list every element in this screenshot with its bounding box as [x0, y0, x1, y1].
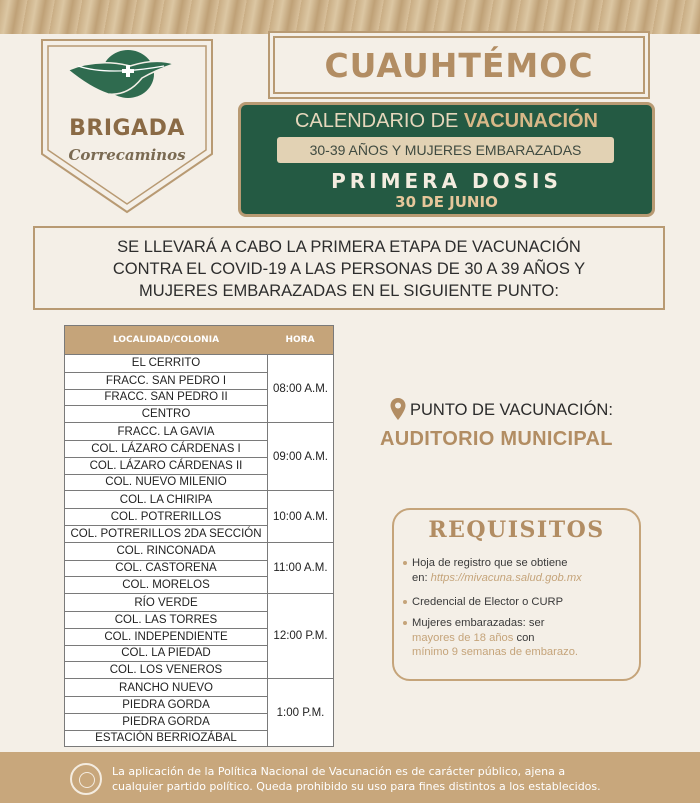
table-row: COL. LOS VENEROS [65, 661, 267, 678]
time-group [65, 490, 333, 541]
time-cell: 11:00 A.M. [267, 543, 333, 593]
time-cell: 12:00 P.M. [267, 594, 333, 678]
requirements-box [392, 508, 641, 681]
requirement-item-2 [412, 595, 632, 610]
table-row: COL. NUEVO MILENIO [65, 474, 267, 491]
brand-title: BRIGADA [69, 116, 185, 141]
calendar-title [241, 110, 652, 133]
intro-line-3: MUJERES EMBARAZADAS EN EL SIGUIENTE PUNTO: [139, 282, 559, 300]
time-cell: 09:00 A.M. [267, 423, 333, 490]
footer-disclaimer [112, 764, 672, 794]
header-location: LOCALIDAD/COLONIA [112, 335, 220, 345]
table-row: COL. LÁZARO CÁRDENAS II [65, 457, 267, 474]
header-time: HORA [285, 335, 315, 345]
municipality-banner [273, 36, 645, 94]
location-pin-icon [389, 397, 407, 421]
intro-box [33, 226, 665, 310]
intro-line-1: SE LLEVARÁ A CABO LA PRIMERA ETAPA DE VACUNACIÓN [117, 238, 581, 256]
intro-text [35, 236, 663, 302]
requirements-title: REQUISITOS [428, 517, 605, 543]
requirement-3-text: Mujeres embarazadas: ser [412, 617, 545, 629]
calendar-title-prefix: CALENDARIO DE [294, 110, 459, 132]
vaccination-point-label: PUNTO DE VACUNACIÓN: [410, 401, 613, 419]
table-row: COL. MORELOS [65, 576, 267, 593]
requirement-3-accent-weeks: mínimo 9 semanas de embarazo. [412, 646, 579, 658]
requirement-item-3 [412, 616, 632, 660]
footer-line-1: La aplicación de la Política Nacional de Vacunación es de carácter público, ajena a [112, 765, 566, 778]
table-row: FRACC. SAN PEDRO I [65, 372, 267, 389]
requirement-3-mid: con [516, 631, 535, 644]
footer-line-2: cualquier partido político. Queda prohibido su uso para fines distintos a los establecidos. [112, 780, 601, 793]
group-locations [65, 543, 267, 593]
intro-line-2: CONTRA EL COVID-19 A LAS PERSONAS DE 30 A 39 AÑOS Y [112, 260, 586, 278]
vaccination-point-value: AUDITORIO MUNICIPAL [380, 428, 613, 450]
group-locations [65, 594, 267, 678]
table-row: COL. RINCONADA [116, 545, 216, 558]
table-row: COL. LA PIEDAD [65, 645, 267, 662]
requirement-2-text: Credencial de Elector o CURP [412, 596, 564, 608]
group-locations [65, 491, 267, 541]
time-group [65, 422, 333, 490]
time-group [65, 542, 333, 593]
table-row: COL. CASTORENA [65, 560, 267, 577]
time-cell: 1:00 P.M. [267, 679, 333, 746]
bullet-icon [403, 621, 407, 625]
table-header [65, 326, 333, 354]
table-row: COL. LA CHIRIPA [119, 493, 213, 506]
group-locations [65, 679, 267, 746]
time-group [65, 678, 333, 746]
table-body [65, 354, 333, 746]
table-row: RANCHO NUEVO [119, 681, 213, 694]
table-row: CENTRO [65, 405, 267, 422]
table-row: FRACC. SAN PEDRO II [65, 389, 267, 406]
group-locations [65, 355, 267, 422]
requirement-1-text: Hoja de registro que se obtiene [412, 557, 568, 569]
dose-label: PRIMERA DOSIS [331, 169, 562, 193]
registration-link[interactable]: https://mivacuna.salud.gob.mx [430, 571, 582, 584]
schedule-table [64, 325, 334, 747]
brand-subtitle: Correcaminos [68, 146, 186, 164]
table-row: COL. INDEPENDIENTE [65, 628, 267, 645]
table-row: COL. LÁZARO CÁRDENAS I [65, 440, 267, 457]
table-row: COL. POTRERILLOS 2DA SECCIÓN [65, 525, 267, 542]
decorative-top-band [0, 0, 700, 34]
requirement-1-prefix: en: [412, 571, 428, 584]
audience-bar: 30-39 AÑOS Y MUJERES EMBARAZADAS [277, 137, 614, 163]
group-locations [65, 423, 267, 490]
table-row: RÍO VERDE [134, 596, 198, 609]
time-cell: 10:00 A.M. [267, 491, 333, 541]
requirement-item-1 [412, 556, 632, 585]
calendar-title-strong: VACUNACIÓN [463, 110, 598, 132]
time-cell: 08:00 A.M. [267, 355, 333, 422]
bullet-icon [403, 561, 407, 565]
table-row: PIEDRA GORDA [65, 713, 267, 730]
calendar-panel [238, 102, 655, 217]
bullet-icon [403, 600, 407, 604]
time-group [65, 354, 333, 422]
table-row: EL CERRITO [131, 357, 201, 370]
municipality-title: CUAUHTÉMOC [324, 45, 594, 85]
requirement-3-accent-age: mayores de 18 años [412, 631, 514, 644]
table-row: PIEDRA GORDA [65, 696, 267, 713]
table-row: ESTACIÓN BERRIOZÁBAL [65, 730, 267, 747]
date-label: 30 DE JUNIO [395, 193, 498, 211]
table-row: COL. POTRERILLOS [65, 508, 267, 525]
table-row: FRACC. LA GAVIA [117, 425, 215, 438]
table-row: COL. LAS TORRES [65, 611, 267, 628]
national-seal-icon [70, 763, 102, 795]
time-group [65, 593, 333, 678]
